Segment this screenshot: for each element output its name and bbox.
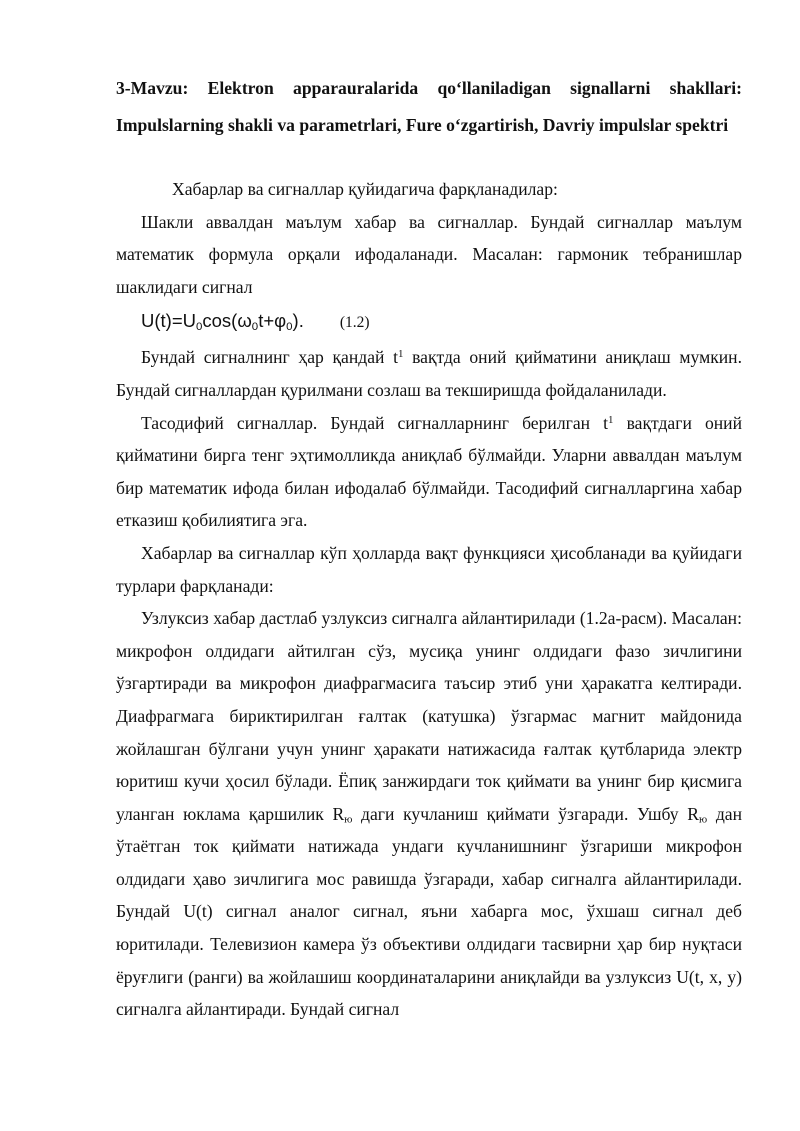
document-body: [116, 173, 742, 1026]
formula-subscript: 0: [196, 321, 203, 334]
formula-number: (1.2): [339, 314, 370, 332]
text-run: Тасодифий сигналлар. Бундай сигналларнинг берилган t: [141, 412, 609, 433]
text-run: вақтда оний қийматини аниқлаш мумкин. Бундай сигналлардан қурилмани созлаш ва текширишда фойдаланилади.: [116, 347, 742, 400]
paragraph-random-signals: [116, 407, 742, 537]
paragraph-time-function: Хабарлар ва сигналлар кўп ҳолларда вақт функцияси ҳисобланади ва қуйидаги турлари фарқланади:: [116, 542, 742, 596]
paragraph-known-signals: Шакли аввалдан маълум хабар ва сигналлар. Бундай сигналлар маълум математик формула орқали ифодаланади. Масалан: гармоник тебранишлар шаклидаги сигнал: [116, 211, 742, 297]
subscript: ю: [344, 813, 353, 826]
paragraph-continuous-message: [116, 602, 742, 1026]
formula-subscript: 0: [286, 321, 293, 334]
formula-part: t+φ: [258, 310, 287, 332]
formula-part: ).: [292, 310, 304, 332]
superscript: 1: [397, 348, 404, 361]
formula-part: U(t)=U: [141, 310, 196, 332]
paragraph-instant-value: [116, 341, 742, 406]
formula-subscript: 0: [251, 321, 259, 334]
text-run: даги кучланиш қиймати ўзгаради. Ушбу R: [352, 803, 699, 824]
paragraph-intro: Хабарлар ва сигналлар қуйидагича фарқланадилар:: [172, 179, 558, 199]
text-run: вақтдаги оний қийматини бирга тенг эҳтимолликда аниқлаб бўлмайди. Уларни аввалдан маълум бир математик ифода билан ифодалаб бўлмайди. Тасодифий сигналларгина хабар етказиш қобилиятига эга.: [116, 412, 742, 531]
text-run: дан ўтаётган ток қиймати натижада ундаги кучланишнинг ўзгариши микрофон олдидаги ҳаво зичлигига мос равишда ўзгаради, хабар сигналга айлантирилади. Бундай U(t) сигнал аналог сигнал, яъни хабарга мос, ўхшаш сигнал деб юритилади. Телевизион камера ўз объективи олдидаги тасвирни ҳар бир нуқтаси ёруғлиги (ранги) ва жойлашиш координаталарини аниқлайди ва узлуксиз U(t, x, y) сигналга айлантиради. Бундай сигнал: [116, 803, 742, 1020]
formula-part: cos(ω: [202, 310, 252, 332]
subscript: ю: [698, 813, 708, 826]
superscript: 1: [608, 413, 614, 426]
text-run: Узлуксиз хабар дастлаб узлуксиз сигналга айлантирилади (1.2а-расм). Масалан: микрофон олдидаги айтилган сўз, мусиқа унинг олдидаги фазо зичлигини ўзгартиради ва микрофон диафрагмасига таъсир этиб уни ҳаракатга келтиради. Диафрагмага бириктирилган ғалтак (катушка) ўзгармас магнит майдонида жойлашган бўлгани учун унинг ҳаракати натижасида ғалтак қутбларида электр юритиш кучи ҳосил бўлади. Ёпиқ занжирдаги ток қиймати ва унинг бир қисмига уланган юклама қаршилик R: [116, 608, 742, 824]
text-run: Бундай сигналнинг ҳар қандай t: [141, 347, 398, 368]
formula-1-2: [116, 303, 742, 341]
page-title: 3-Mavzu: Elektron apparauralarida qo‘llaniladigan signallarni shakllari: Impulslarning shakli va parametrlari, Fure o‘zgartirish, Davriy impulslar spektri: [116, 78, 742, 135]
